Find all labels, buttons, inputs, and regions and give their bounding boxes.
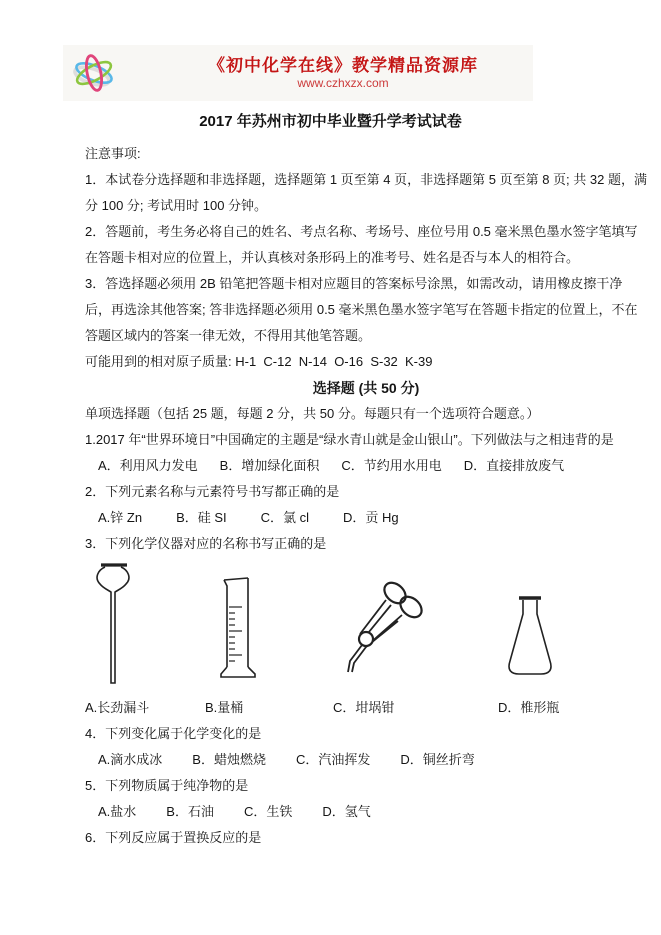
- figure-label-b: B.量桶: [205, 700, 244, 715]
- question-3-text: 3．下列化学仪器对应的名称书写正确的是: [85, 536, 327, 551]
- option-d: D．贡 Hg: [343, 510, 399, 525]
- option-a: A.盐水: [98, 804, 137, 819]
- exam-body: [85, 141, 647, 851]
- option-b: B．增加绿化面积: [219, 458, 320, 473]
- figure-label-c: C．坩埚钳: [333, 700, 395, 715]
- option-b: B．蜡烛燃烧: [192, 752, 266, 767]
- question-2-text: 2．下列元素名称与元素符号书写都正确的是: [85, 484, 340, 499]
- section-instructions: 单项选择题（包括 25 题，每题 2 分，共 50 分。每题只有一个选项符合题意。）: [85, 406, 540, 421]
- question-2-options: [85, 505, 647, 531]
- option-d: D．氢气: [322, 804, 371, 819]
- notice-item-1: 1．本试卷分选择题和非选择题，选择题第 1 页至第 4 页，非选择题第 5 页至第 8 页; 共 32 题，满分 100 分; 考试用时 100 分钟。: [85, 172, 647, 213]
- brand-url: www.czhxzx.com: [297, 76, 389, 91]
- figure-label-a: A.长劲漏斗: [85, 700, 150, 715]
- header-banner: [63, 45, 533, 101]
- question-5-text: 5．下列物质属于纯净物的是: [85, 778, 249, 793]
- atom-logo-icon: [63, 45, 125, 101]
- question-6-text: 6．下列反应属于置换反应的是: [85, 830, 262, 845]
- option-b: B．硅 SI: [176, 510, 227, 525]
- graduated-cylinder-icon: [211, 573, 261, 683]
- notice-item-2: 2．答题前，考生务必将自己的姓名、考点名称、考场号、座位号用 0.5 毫米黑色墨水签字笔填写在答题卡相对应的位置上，并认真核对条形码上的准考号、姓名是否与本人的相符合。: [85, 224, 638, 265]
- header-brand-block: [125, 56, 533, 91]
- question-4-text: 4．下列变化属于化学变化的是: [85, 726, 262, 741]
- question-1-options: [85, 453, 647, 479]
- long-neck-funnel-icon: [91, 561, 135, 689]
- figure-label-d: D．椎形瓶: [498, 700, 560, 715]
- question-4-options: [85, 747, 647, 773]
- option-c: C．汽油挥发: [295, 752, 371, 767]
- question-3-figures: [85, 559, 661, 721]
- option-a: A.滴水成冰: [98, 752, 163, 767]
- page-title: 2017 年苏州市初中毕业暨升学考试试卷: [199, 113, 462, 130]
- option-b: B．石油: [166, 804, 214, 819]
- section-heading: 选择题 (共 50 分): [312, 380, 420, 396]
- brand-title: 《初中化学在线》教学精品资源库: [208, 55, 478, 75]
- option-d: D．铜丝折弯: [400, 752, 475, 767]
- erlenmeyer-flask-icon: [500, 595, 560, 681]
- option-c: C．节约用水用电: [341, 458, 442, 473]
- option-c: C．生铁: [243, 804, 293, 819]
- option-c: C．氯 cl: [260, 510, 310, 525]
- option-a: A．利用风力发电: [98, 458, 198, 473]
- notice-item-3: 3．答选择题必须用 2B 铅笔把答题卡相对应题目的答案标号涂黑，如需改动，请用橡皮擦干净后，再选涂其他答案; 答非选择题必须用 0.5 毫米黑色墨水签字笔写在答题卡指定的位置上，不在答题区域内的答案一律无效，不得用其他笔答题。: [85, 276, 638, 343]
- atomic-masses-line: 可能用到的相对原子质量: H-1 C-12 N-14 O-16 S-32 K-39: [85, 354, 433, 369]
- option-d: D．直接排放废气: [463, 458, 565, 473]
- question-1-text: 1.2017 年“世界环境日”中国确定的主题是“绿水青山就是金山银山”。下列做法与之相违背的是: [85, 432, 614, 447]
- option-a: A.锌 Zn: [98, 510, 143, 525]
- notice-label: 注意事项:: [85, 146, 141, 161]
- question-5-options: [85, 799, 647, 825]
- crucible-tongs-icon: [333, 577, 433, 679]
